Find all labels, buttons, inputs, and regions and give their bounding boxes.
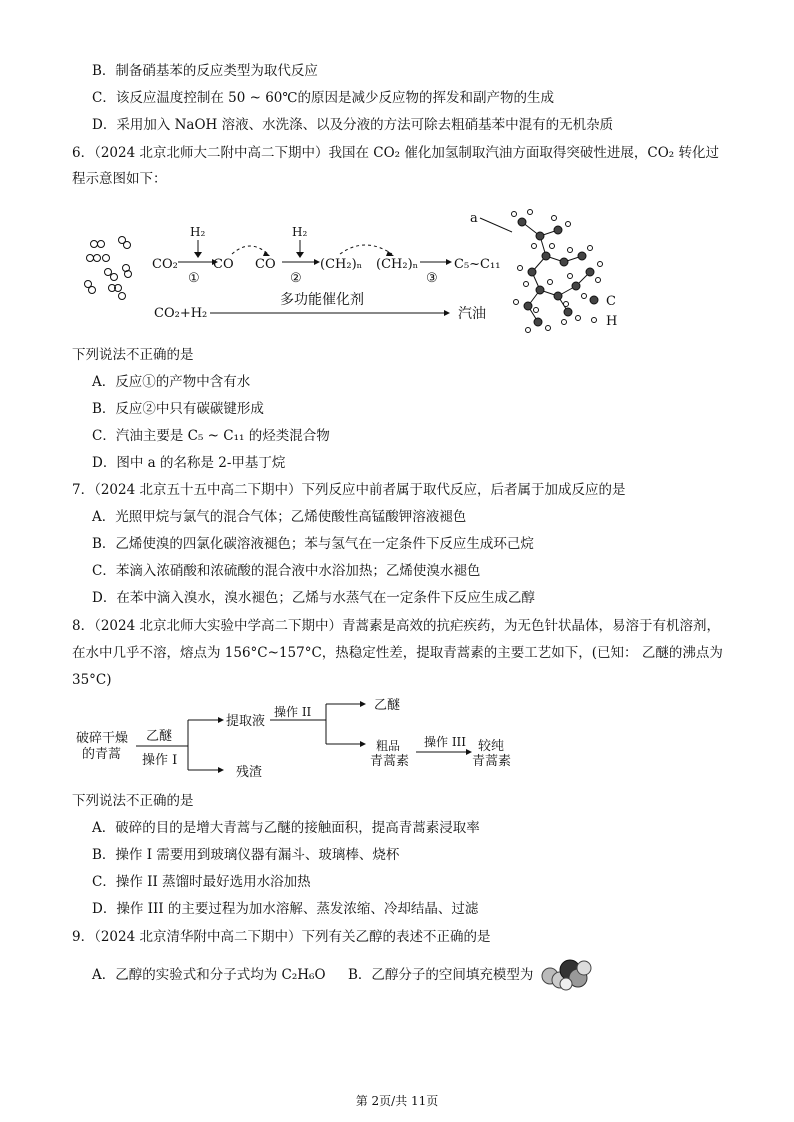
start-label-1: 破碎干燥 — [76, 731, 129, 746]
op1-label: 操作 I — [142, 753, 178, 768]
h2-label-b: H₂ — [292, 225, 308, 239]
q9-option-a: A．乙醇的实验式和分子式均为 C₂H₆O — [92, 967, 326, 983]
q8-stem-line1: 8．（2024 北京北师大实验中学高二下期中）青蒿素是高效的抗疟疾药，为无色针状晶体，易溶于有机溶剂， — [72, 618, 720, 634]
q8-stem-line3: 35°C) — [72, 672, 112, 688]
q8-option-d: D．操作 III 的主要过程为加水溶解、蒸发浓缩、冷却结晶、过滤 — [92, 901, 479, 917]
pure-label-1: 较纯 — [478, 739, 505, 754]
step3-label: ③ — [426, 271, 438, 286]
q6-option-a: A．反应①的产物中含有水 — [92, 374, 251, 390]
hydrocarbon-model — [512, 210, 603, 333]
legend-c-label: C — [606, 294, 616, 309]
q6-option-b: B．反应②中只有碳碳键形成 — [92, 401, 264, 417]
catalyst-label: 多功能催化剂 — [280, 292, 364, 308]
q8-option-a: A．破碎的目的是增大青蒿与乙醚的接触面积，提高青蒿素浸取率 — [92, 820, 480, 836]
pure-label-2: 青蒿素 — [472, 754, 512, 769]
q6-stem-line1: 6．（2024 北京北师大二附中高二下期中）我国在 CO₂ 催化加氢制取汽油方面取得突破性进展，CO₂ 转化过 — [72, 145, 719, 161]
ethanol-space-filling-model — [538, 956, 594, 992]
q7-option-d: D．在苯中滴入溴水，溴水褪色；乙烯与水蒸气在一定条件下反应生成乙醇 — [92, 590, 535, 606]
crude-label-2: 青蒿素 — [370, 754, 410, 769]
q8-option-c: C．操作 II 蒸馏时最好选用水浴加热 — [92, 874, 311, 890]
co-label-a: CO — [213, 257, 234, 272]
ether-label: 乙醚 — [146, 729, 173, 744]
h2-label-a: H₂ — [190, 225, 206, 239]
ether-out-label: 乙醚 — [374, 698, 401, 713]
legend-h-label: H — [606, 314, 618, 329]
residue-label: 残渣 — [236, 765, 263, 780]
legend-c-icon — [590, 296, 598, 304]
q6-stem-line2: 程示意图如下： — [72, 171, 167, 187]
q6-option-d: D．图中 a 的名称是 2-甲基丁烷 — [92, 455, 286, 471]
prev-option-c: C．该反应温度控制在 50 ~ 60℃的原因是减少反应物的挥发和副产物的生成 — [92, 90, 554, 106]
c5c11-label: C₅~C₁₁ — [454, 257, 501, 272]
q8-stem-line2: 在水中几乎不溶，熔点为 156°C~157°C，热稳定性差，提取青蒿素的主要工艺如下，(已知： 乙醚的沸点为 — [72, 645, 723, 661]
label-a: a — [470, 211, 478, 226]
q7-option-c: C．苯滴入浓硝酸和浓硫酸的混合液中水浴加热；乙烯使溴水褪色 — [92, 563, 481, 579]
co2-label: CO₂ — [152, 257, 178, 272]
q9-stem: 9．（2024 北京清华附中高二下期中）下列有关乙醇的表述不正确的是 — [72, 929, 491, 945]
ch2n-label-b: (CH₂)ₙ — [376, 257, 419, 272]
step2-label: ② — [290, 271, 302, 286]
co2-conversion-diagram — [70, 200, 630, 340]
q7-option-a: A．光照甲烷与氯气的混合气体；乙烯使酸性高锰酸钾溶液褪色 — [92, 509, 467, 525]
crude-label-1: 粗品 — [376, 739, 401, 753]
q8-prompt: 下列说法不正确的是 — [72, 793, 194, 809]
ch2n-label-a: (CH₂)ₙ — [320, 257, 363, 272]
page-footer: 第 2页/共 11页 — [355, 1094, 439, 1108]
op2-label: 操作 II — [274, 705, 312, 719]
q7-option-b: B．乙烯使溴的四氯化碳溶液褪色；苯与氢气在一定条件下反应生成环己烷 — [92, 536, 534, 552]
gasoline-label: 汽油 — [458, 306, 486, 322]
prev-option-b: B．制备硝基苯的反应类型为取代反应 — [92, 63, 318, 79]
start-label-2: 的青蒿 — [82, 747, 122, 762]
legend-h-icon — [592, 318, 597, 323]
q8-option-b: B．操作 I 需要用到玻璃仪器有漏斗、玻璃棒、烧杯 — [92, 847, 400, 863]
step1-label: ① — [188, 271, 200, 286]
co2-molecule-cluster — [85, 237, 132, 300]
co-label-b: CO — [255, 257, 276, 272]
q6-option-c: C．汽油主要是 C₅ ~ C₁₁ 的烃类混合物 — [92, 428, 330, 444]
extract-label: 提取液 — [226, 714, 266, 729]
q9-option-b: B．乙醇分子的空间填充模型为 — [348, 967, 534, 983]
co2h2-label: CO₂+H₂ — [154, 306, 208, 321]
q6-prompt: 下列说法不正确的是 — [72, 347, 194, 363]
op3-label: 操作 III — [424, 735, 467, 749]
extraction-flow-diagram — [70, 690, 550, 786]
prev-option-d: D．采用加入 NaOH 溶液、水洗涤、以及分液的方法可除去粗硝基苯中混有的无机杂质 — [92, 117, 614, 133]
q7-stem: 7．（2024 北京五十五中高二下期中）下列反应中前者属于取代反应，后者属于加成反应的是 — [72, 482, 626, 498]
